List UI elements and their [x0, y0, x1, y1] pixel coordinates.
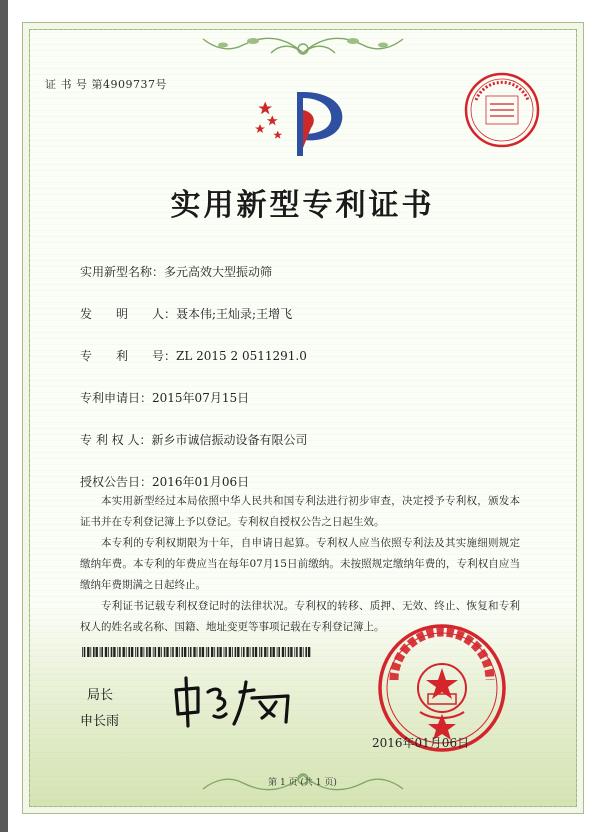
field-label: 实用新型名称： [80, 265, 165, 279]
barcode-bar [211, 647, 213, 657]
barcode-bar [101, 647, 103, 657]
field-utility-model-name [80, 263, 272, 280]
barcode-bar [267, 647, 268, 657]
field-grant-date [80, 473, 249, 490]
barcode-bar [273, 647, 275, 657]
barcode-bar [229, 647, 231, 657]
barcode-bar [172, 647, 174, 657]
barcode-bar [155, 647, 157, 657]
barcode-bar [176, 647, 178, 657]
paragraph-status: 专利证书记载专利权登记时的法律状况。专利权的转移、质押、无效、终止、恢复和专利权人的姓名或名称、国籍、地址变更等事项记载在专利登记簿上。 [80, 600, 520, 633]
barcode-bar [308, 647, 310, 657]
barcode-bar [199, 647, 201, 657]
barcode-bar [219, 647, 221, 657]
barcode-bar [232, 647, 233, 657]
barcode-bar [217, 647, 219, 657]
barcode-bar [146, 647, 148, 657]
field-label: 发 明 人： [80, 307, 177, 321]
barcode-bar [294, 647, 295, 657]
barcode-bar [93, 647, 95, 657]
barcode-bar [108, 647, 109, 657]
certificate-number: 证 书 号 第4909737号 [45, 78, 167, 91]
director-name: 申长雨 [80, 714, 120, 729]
barcode-bar [137, 647, 139, 657]
barcode-bar [113, 647, 115, 657]
field-patentee [80, 431, 307, 448]
barcode-bar [303, 647, 304, 657]
field-value: 多元高效大型振动筛 [164, 265, 273, 279]
certificate-title: 实用新型专利证书 [170, 188, 435, 223]
field-patent-number [80, 347, 307, 364]
paragraph-term: 本专利的专利权期限为十年，自申请日起算。专利权人应当依照专利法及其实施细则规定缴纳年费。本专利的年费应当在每年07月15日前缴纳。未按照规定缴纳年费的，专利权自应当缴纳年费期满之日起终止。 [80, 537, 520, 591]
barcode-bar [214, 647, 215, 657]
barcode-bar [300, 647, 302, 657]
barcode-bar [243, 647, 245, 657]
barcode-bar [82, 647, 83, 657]
barcode-bar [161, 647, 162, 657]
barcode-bar [90, 647, 91, 657]
barcode-bar [100, 647, 101, 657]
barcode-bar [259, 647, 260, 657]
director-title: 局长 [87, 688, 114, 703]
barcode-bar [158, 647, 160, 657]
field-value: 2016年01月06日 [152, 475, 250, 489]
top-ornament-icon [183, 25, 423, 65]
barcode-bar [182, 647, 184, 657]
page-number: 第 1 页 (共 1 页) [268, 778, 337, 788]
barcode-bar [188, 647, 189, 657]
barcode-bar [179, 647, 180, 657]
barcode-bar [111, 647, 113, 657]
barcode-bar [131, 647, 133, 657]
barcode-bar [87, 647, 89, 657]
barcode-bar [296, 647, 298, 657]
field-label: 专 利 号： [80, 349, 177, 363]
field-value: 新乡市诚信振动设备有限公司 [151, 433, 308, 447]
barcode-bar [252, 647, 254, 657]
field-label: 专 利 权 人： [80, 433, 152, 447]
barcode-bar [282, 647, 284, 657]
barcode-bar [255, 647, 257, 657]
sipo-logo-icon [255, 88, 355, 160]
barcode-bar [96, 647, 98, 657]
barcode-bar [149, 647, 151, 657]
barcode-bar [164, 647, 166, 657]
field-inventors [80, 305, 292, 322]
barcode-bar [197, 647, 198, 657]
barcode-bar [208, 647, 210, 657]
barcode-bar [166, 647, 168, 657]
barcode-bar [261, 647, 263, 657]
barcode-bar [290, 647, 292, 657]
field-value: ZL 2015 2 0511291.0 [176, 349, 307, 363]
small-seal-icon [462, 70, 542, 150]
barcode-bar [285, 647, 286, 657]
barcode-bar [84, 647, 86, 657]
field-label: 专利申请日： [80, 391, 153, 405]
barcode-bar [206, 647, 207, 657]
barcode-bar [144, 647, 145, 657]
barcode-image [82, 647, 312, 657]
barcode-bar [135, 647, 136, 657]
barcode-bar [235, 647, 237, 657]
barcode-bar [140, 647, 142, 657]
barcode-bar [126, 647, 127, 657]
barcode-bar [246, 647, 248, 657]
seal-date: 2016年01月06日 [372, 736, 470, 750]
barcode-bar [241, 647, 242, 657]
barcode-bar [193, 647, 195, 657]
field-label: 授权公告日： [80, 475, 153, 489]
barcode-bar [171, 647, 172, 657]
barcode-bar [305, 647, 307, 657]
barcode-bar [184, 647, 186, 657]
barcode-bar [153, 647, 154, 657]
barcode-bar [270, 647, 272, 657]
barcode-bar [202, 647, 204, 657]
barcode-bar [250, 647, 251, 657]
barcode-bar [237, 647, 239, 657]
paragraph-grant: 本实用新型经过本局依照中华人民共和国专利法进行初步审查，决定授予专利权，颁发本证书并在专利登记簿上予以登记。专利权自授权公告之日起生效。 [80, 495, 520, 528]
barcode-bar [119, 647, 121, 657]
barcode-bar [225, 647, 227, 657]
barcode-bar [277, 647, 278, 657]
barcode-bar [117, 647, 118, 657]
barcode-bar [123, 647, 125, 657]
barcode-bar [264, 647, 266, 657]
field-value: 2015年07月15日 [152, 391, 250, 405]
scan-edge [0, 0, 8, 832]
barcode-bar [190, 647, 192, 657]
barcode-bar [288, 647, 290, 657]
barcode-bar [105, 647, 107, 657]
barcode-bar [278, 647, 280, 657]
barcode-bar [128, 647, 130, 657]
field-value: 聂本伟;王灿录;王增飞 [176, 307, 293, 321]
field-application-date [80, 389, 249, 406]
barcode-bar [224, 647, 225, 657]
signature-image [168, 672, 308, 732]
